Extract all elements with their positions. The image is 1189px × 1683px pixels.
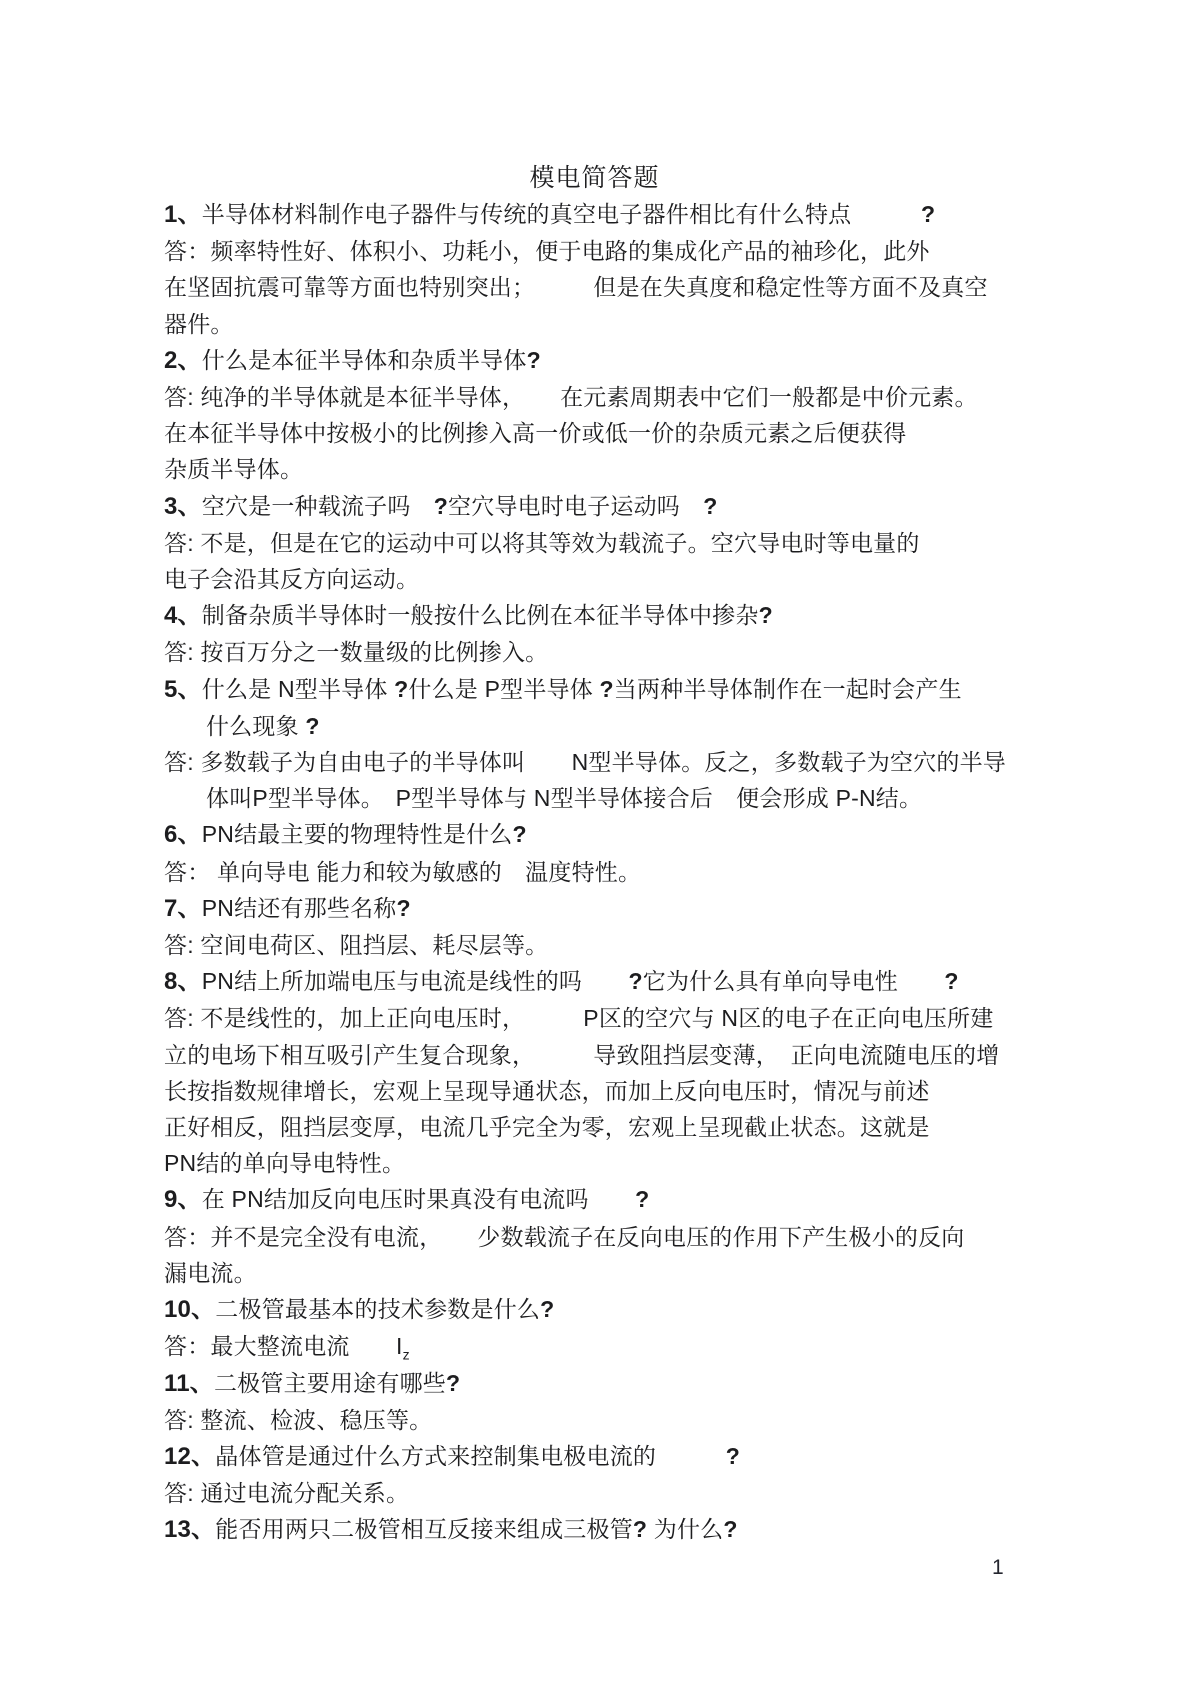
text-line: 在坚固抗震可靠等方面也特别突出； 但是在失真度和稳定性等方面不及真空 (164, 274, 988, 301)
question-mark: ? (305, 712, 320, 739)
text-line: 立的电场下相互吸引产生复合现象， 导致阻挡层变薄， 正向电流随电压的增 (164, 1041, 1000, 1068)
question-mark: ? (635, 1186, 650, 1213)
question-mark: ? (540, 1296, 555, 1323)
text-line: 5、什么是 N型半导体 ?什么是 P型半导体 ?当两种半导体制作在一起时会产生 (164, 675, 962, 703)
question-number: 3、 (164, 492, 202, 520)
question-number: 8、 (164, 968, 202, 996)
text-line: 6、PN结最主要的物理特性是什么? (164, 821, 527, 849)
text-line: 7、PN结还有那些名称? (164, 894, 411, 922)
question-mark: ? (723, 1516, 738, 1543)
text-line: 答： 单向导电 能力和较为敏感的 温度特性。 (164, 858, 642, 885)
text-line: 答：频率特性好、体积小、功耗小，便于电路的集成化产品的袖珍化，此外 (164, 238, 930, 265)
question-number: 11、 (164, 1369, 214, 1397)
text-line: 答: 多数载子为自由电子的半导体叫 N型半导体。反之，多数载子为空穴的半导 (164, 749, 1006, 776)
question-mark: ? (758, 602, 773, 629)
page-number: 1 (992, 1556, 1004, 1579)
question-mark: ? (632, 1516, 648, 1543)
text-line: 正好相反，阻挡层变厚，电流几乎完全为零，宏观上呈现截止状态。这就是 (164, 1114, 930, 1141)
text-line: 4、制备杂质半导体时一般按什么比例在本征半导体中掺杂? (164, 602, 773, 630)
question-mark: ? (725, 1442, 740, 1469)
text-line: 1、半导体材料制作电子器件与传统的真空电子器件相比有什么特点 ? (164, 201, 936, 228)
text-line: 2、什么是本征半导体和杂质半导体? (164, 346, 541, 374)
question-mark: ? (512, 821, 527, 848)
text-line: 答: 按百万分之一数量级的比例掺入。 (164, 639, 549, 666)
question-number: 1、 (164, 201, 202, 228)
question-mark: ? (526, 346, 541, 373)
page-title: 模电简答题 (529, 164, 660, 192)
text-line: 体叫P型半导体。 P型半导体与 N型半导体接合后 便会形成 P-N结。 (206, 785, 923, 812)
question-mark: ? (599, 675, 614, 702)
text-line: 10、二极管最基本的技术参数是什么? (164, 1296, 555, 1324)
question-number: 12、 (164, 1442, 216, 1470)
question-mark: ? (628, 968, 643, 995)
text-line: 答: 整流、检波、稳压等。 (164, 1406, 433, 1433)
text-line: 器件。 (164, 310, 234, 337)
text-line: PN结的单向导电特性。 (164, 1150, 406, 1177)
question-mark: ? (433, 492, 448, 519)
question-number: 9、 (164, 1186, 202, 1214)
document-body (164, 196, 1006, 1549)
text-line: 9、在 PN结加反向电压时果真没有电流吗 ? (164, 1186, 650, 1214)
question-number: 6、 (164, 821, 202, 849)
question-number: 4、 (164, 602, 202, 630)
text-line: 答: 不是，但是在它的运动中可以将其等效为载流子。空穴导电时等电量的 (164, 529, 920, 556)
question-mark: ? (703, 492, 718, 519)
question-number: 13、 (164, 1516, 216, 1544)
text-line: 8、PN结上所加端电压与电流是线性的吗 ?它为什么具有单向导电性 ? (164, 968, 959, 996)
question-mark: ? (394, 675, 409, 702)
text-line: 漏电流。 (164, 1259, 257, 1286)
text-line: 答：最大整流电流 $I_z$ (164, 1333, 410, 1363)
text-line: 12、晶体管是通过什么方式来控制集电极电流的 ? (164, 1442, 740, 1470)
question-number: 2、 (164, 346, 202, 374)
text-line: 11、二极管主要用途有哪些? (164, 1369, 461, 1397)
question-mark: ? (944, 968, 959, 995)
question-number: 7、 (164, 894, 202, 922)
text-line: 答: 纯净的半导体就是本征半导体， 在元素周期表中它们一般都是中价元素。 (164, 384, 978, 411)
text-line: 答: 不是线性的，加上正向电压时， P区的空穴与 N区的电子在正向电压所建 (164, 1005, 994, 1032)
text-line: 杂质半导体。 (164, 456, 304, 483)
text-line: 在本征半导体中按极小的比例掺入高一价或低一价的杂质元素之后便获得 (164, 420, 907, 447)
text-line: 答：并不是完全没有电流， 少数载流子在反向电压的作用下产生极小的反向 (164, 1223, 965, 1250)
question-number: 10、 (164, 1296, 216, 1324)
text-line: 什么现象 ? (206, 712, 320, 739)
text-line: 电子会沿其反方向运动。 (164, 566, 420, 593)
text-line: 答: 通过电流分配关系。 (164, 1480, 410, 1507)
question-number: 5、 (164, 675, 202, 703)
text-line: 答: 空间电荷区、阻挡层、耗尽层等。 (164, 932, 549, 959)
question-mark: ? (396, 894, 411, 921)
text-line: 长按指数规律增长，宏观上呈现导通状态，而加上反向电压时，情况与前述 (164, 1077, 930, 1104)
text-line: 13、能否用两只二极管相互反接来组成三极管? 为什么? (164, 1516, 738, 1544)
subscript: z (402, 1346, 410, 1363)
question-mark: ? (445, 1369, 461, 1396)
text-line: 3、空穴是一种载流子吗 ?空穴导电时电子运动吗 ? (164, 492, 718, 520)
question-mark: ? (920, 201, 936, 227)
